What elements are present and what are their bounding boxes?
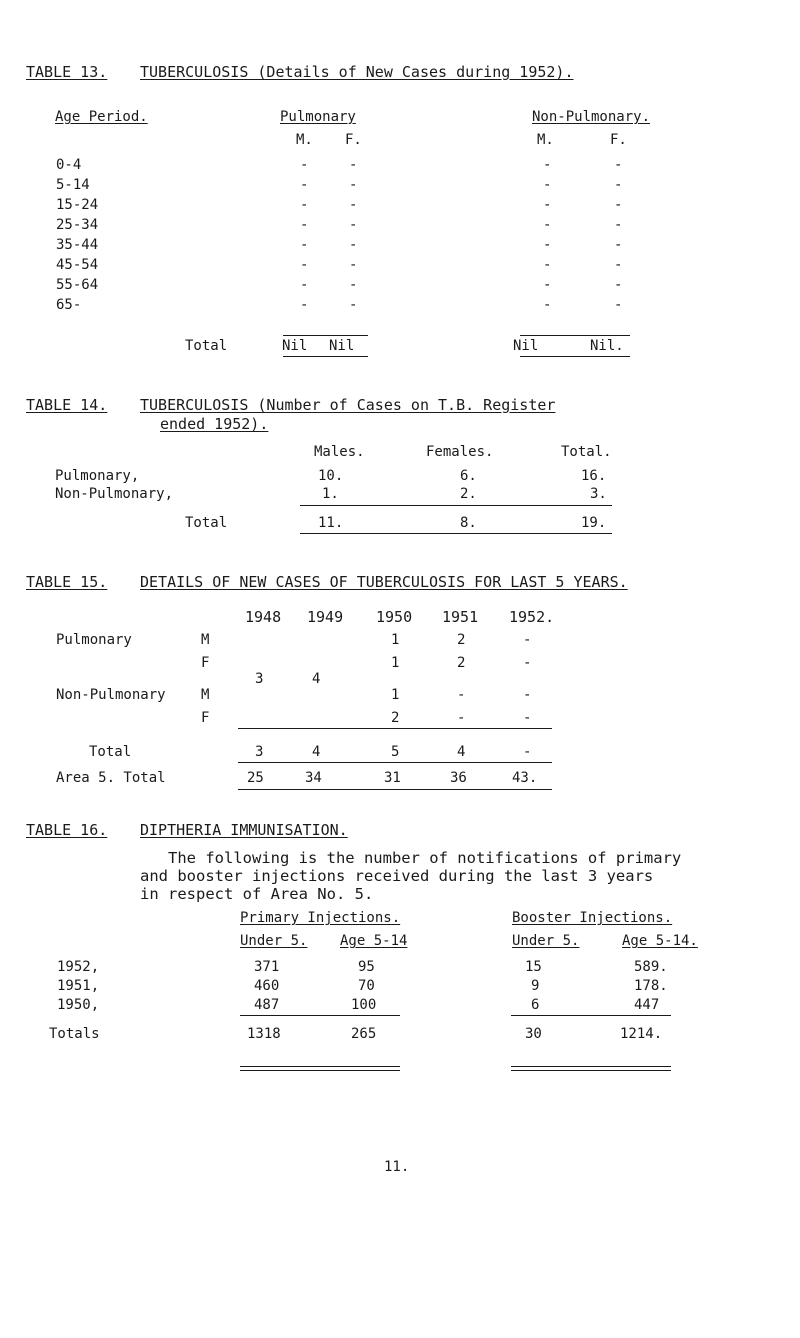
table14-total-label: Total: [185, 515, 228, 531]
age-period-cell-dash: -: [300, 277, 309, 293]
t15-pulm-m-1951: 2: [457, 632, 466, 648]
age-period-cell-dash: -: [543, 177, 552, 193]
page-number: 11.: [384, 1159, 410, 1175]
nonpulm-f-header: F.: [610, 132, 627, 148]
age-period-row-label: 0-4: [56, 157, 82, 173]
col-booster-age5-14: Age 5-14.: [622, 933, 698, 949]
table16-title: DIPTHERIA IMMUNISATION.: [140, 821, 348, 839]
age-period-cell-dash: -: [300, 177, 309, 193]
t15-nonpulm-f-1952: -: [523, 710, 532, 726]
age-period-cell-dash: -: [614, 237, 623, 253]
t16-total-primary-age: 265: [351, 1026, 377, 1042]
age-period-cell-dash: -: [543, 237, 552, 253]
age-period-cell-dash: -: [300, 257, 309, 273]
t15-pulm-m-1952: -: [523, 632, 532, 648]
age-period-cell-dash: -: [614, 297, 623, 313]
table15-label: TABLE 15.: [26, 573, 108, 591]
t15-non-pulmonary-label: Non-Pulmonary: [56, 687, 166, 703]
t16-year-1950: 1950,: [57, 997, 100, 1013]
age-period-cell-dash: -: [543, 197, 552, 213]
t15-total-1951: 4: [457, 744, 466, 760]
table13-rule-pulm: [283, 335, 368, 336]
t16-double-rule-primary: [240, 1066, 400, 1071]
table13-rule-nonpulm: [520, 335, 630, 336]
col-non-pulmonary: Non-Pulmonary.: [532, 109, 651, 125]
t16-rule-primary: [240, 1015, 400, 1016]
table13-label: TABLE 13.: [26, 63, 108, 81]
nonpulm-m-header: M.: [537, 132, 554, 148]
table13-total-label: Total: [185, 338, 228, 354]
t15-nonpulm-m-1950: 1: [391, 687, 400, 703]
year-1950: 1950: [376, 608, 413, 626]
age-period-cell-dash: -: [543, 297, 552, 313]
t15-total-1949: 4: [312, 744, 321, 760]
t16-1952-primary-age: 95: [358, 959, 375, 975]
t15-pulm-f-1952: -: [523, 655, 532, 671]
age-period-cell-dash: -: [543, 277, 552, 293]
t15-nonpulm-f-1951: -: [457, 710, 466, 726]
age-period-cell-dash: -: [349, 297, 358, 313]
t15-area-1949: 34: [305, 770, 322, 786]
table14-total-total: 19.: [581, 515, 607, 531]
table15-rule-bottom: [238, 789, 552, 790]
t16-year-1952: 1952,: [57, 959, 100, 975]
age-period-cell-dash: -: [614, 277, 623, 293]
t15-nonpulm-f-1950: 2: [391, 710, 400, 726]
t16-1950-booster-under5: 6: [531, 997, 540, 1013]
year-1949: 1949: [307, 608, 344, 626]
t16-1951-primary-under5: 460: [254, 978, 280, 994]
t15-area-1950: 31: [384, 770, 401, 786]
t15-nonpulm-m-1952: -: [523, 687, 532, 703]
col-primary-age5-14: Age 5-14: [340, 933, 408, 949]
t15-pulm-m-1950: 1: [391, 632, 400, 648]
age-period-row-label: 55-64: [56, 277, 99, 293]
t15-pulm-f-1951: 2: [457, 655, 466, 671]
t16-1951-booster-under5: 9: [531, 978, 540, 994]
age-period-row-label: 15-24: [56, 197, 99, 213]
col-pulmonary: Pulmonary: [280, 109, 356, 125]
age-period-cell-dash: -: [300, 157, 309, 173]
table13-total-pulm-f: Nil: [329, 338, 355, 354]
age-period-cell-dash: -: [349, 197, 358, 213]
col-total: Total.: [561, 444, 612, 460]
age-period-cell-dash: -: [300, 217, 309, 233]
t16-1950-primary-under5: 487: [254, 997, 280, 1013]
t16-1950-booster-age: 447: [634, 997, 660, 1013]
age-period-cell-dash: -: [349, 217, 358, 233]
age-period-cell-dash: -: [614, 197, 623, 213]
table15-rule: [238, 728, 552, 729]
t16-year-1951: 1951,: [57, 978, 100, 994]
age-period-cell-dash: -: [300, 197, 309, 213]
age-period-cell-dash: -: [300, 237, 309, 253]
age-period-cell-dash: -: [349, 257, 358, 273]
t15-area-total-label: Area 5. Total: [56, 770, 166, 786]
t15-pulm-m-label: M: [201, 632, 210, 648]
t15-total-1948: 3: [255, 744, 264, 760]
t16-paragraph-line1: The following is the number of notifications of primary: [168, 849, 682, 867]
t16-1952-booster-age: 589.: [634, 959, 668, 975]
age-period-cell-dash: -: [349, 157, 358, 173]
t15-pulm-f-label: F: [201, 655, 210, 671]
t16-total-booster-under5: 30: [525, 1026, 542, 1042]
pulm-m-header: M.: [296, 132, 313, 148]
t16-double-rule-booster: [511, 1066, 671, 1071]
t15-pulmonary-label: Pulmonary: [56, 632, 132, 648]
table13-total-pulm-m: Nil: [282, 338, 308, 354]
t16-1950-primary-age: 100: [351, 997, 377, 1013]
age-period-cell-dash: -: [543, 157, 552, 173]
table14-title-line1: TUBERCULOSIS (Number of Cases on T.B. Register: [140, 396, 556, 414]
year-1952: 1952.: [509, 608, 555, 626]
age-period-row-label: 45-54: [56, 257, 99, 273]
t15-total-label: Total: [89, 744, 132, 760]
non-pulmonary-total: 3.: [590, 486, 607, 502]
t15-total-1950: 5: [391, 744, 400, 760]
t15-nonpulm-m-label: M: [201, 687, 210, 703]
table14-total-females: 8.: [460, 515, 477, 531]
t15-area-1948: 25: [247, 770, 264, 786]
row-pulmonary: Pulmonary,: [55, 468, 140, 484]
col-primary-under5: Under 5.: [240, 933, 308, 949]
age-period-cell-dash: -: [300, 297, 309, 313]
year-1951: 1951: [442, 608, 479, 626]
non-pulmonary-males: 1.: [322, 486, 339, 502]
col-booster-injections: Booster Injections.: [512, 910, 673, 926]
t15-combined-1948: 3: [255, 671, 264, 687]
table15-title: DETAILS OF NEW CASES OF TUBERCULOSIS FOR LAST 5 YEARS.: [140, 573, 628, 591]
t16-rule-booster: [511, 1015, 671, 1016]
t16-total-booster-age: 1214.: [620, 1026, 663, 1042]
table14-label: TABLE 14.: [26, 396, 108, 414]
t15-total-1952: -: [523, 744, 532, 760]
age-period-cell-dash: -: [614, 257, 623, 273]
pulm-f-header: F.: [345, 132, 362, 148]
col-females: Females.: [426, 444, 494, 460]
table14-rule-bottom: [300, 533, 612, 534]
age-period-cell-dash: -: [614, 217, 623, 233]
col-booster-under5: Under 5.: [512, 933, 580, 949]
table13-rule-pulm-bottom: [283, 356, 368, 357]
t15-nonpulm-m-1951: -: [457, 687, 466, 703]
pulmonary-males: 10.: [318, 468, 344, 484]
age-period-cell-dash: -: [349, 237, 358, 253]
age-period-row-label: 65-: [56, 297, 82, 313]
table13-total-nonpulm-f: Nil.: [590, 338, 624, 354]
t16-1951-primary-age: 70: [358, 978, 375, 994]
table13-rule-nonpulm-bottom: [520, 356, 630, 357]
age-period-row-label: 5-14: [56, 177, 90, 193]
table13-title: TUBERCULOSIS (Details of New Cases during 1952).: [140, 63, 574, 81]
table14-title-line2: ended 1952).: [160, 415, 269, 433]
t16-paragraph-line2: and booster injections received during the last 3 years: [140, 867, 654, 885]
table15-rule-mid: [238, 762, 552, 763]
table14-total-males: 11.: [318, 515, 344, 531]
age-period-row-label: 35-44: [56, 237, 99, 253]
row-non-pulmonary: Non-Pulmonary,: [55, 486, 174, 502]
table13-total-nonpulm-m: Nil: [513, 338, 539, 354]
t15-pulm-f-1950: 1: [391, 655, 400, 671]
table14-rule: [300, 505, 612, 506]
year-1948: 1948: [245, 608, 282, 626]
age-period-cell-dash: -: [614, 177, 623, 193]
t16-total-primary-under5: 1318: [247, 1026, 281, 1042]
age-period-cell-dash: -: [614, 157, 623, 173]
t16-1951-booster-age: 178.: [634, 978, 668, 994]
pulmonary-females: 6.: [460, 468, 477, 484]
t16-1952-booster-under5: 15: [525, 959, 542, 975]
t16-1952-primary-under5: 371: [254, 959, 280, 975]
table16-label: TABLE 16.: [26, 821, 108, 839]
col-males: Males.: [314, 444, 365, 460]
t16-totals-label: Totals: [49, 1026, 100, 1042]
t15-combined-1949: 4: [312, 671, 321, 687]
col-age-period: Age Period.: [55, 109, 148, 125]
age-period-cell-dash: -: [349, 177, 358, 193]
age-period-cell-dash: -: [349, 277, 358, 293]
t16-paragraph-line3: in respect of Area No. 5.: [140, 885, 374, 903]
age-period-cell-dash: -: [543, 217, 552, 233]
age-period-cell-dash: -: [543, 257, 552, 273]
pulmonary-total: 16.: [581, 468, 607, 484]
t15-nonpulm-f-label: F: [201, 710, 210, 726]
non-pulmonary-females: 2.: [460, 486, 477, 502]
t15-area-1951: 36: [450, 770, 467, 786]
age-period-row-label: 25-34: [56, 217, 99, 233]
t15-area-1952: 43.: [512, 770, 538, 786]
col-primary-injections: Primary Injections.: [240, 910, 401, 926]
